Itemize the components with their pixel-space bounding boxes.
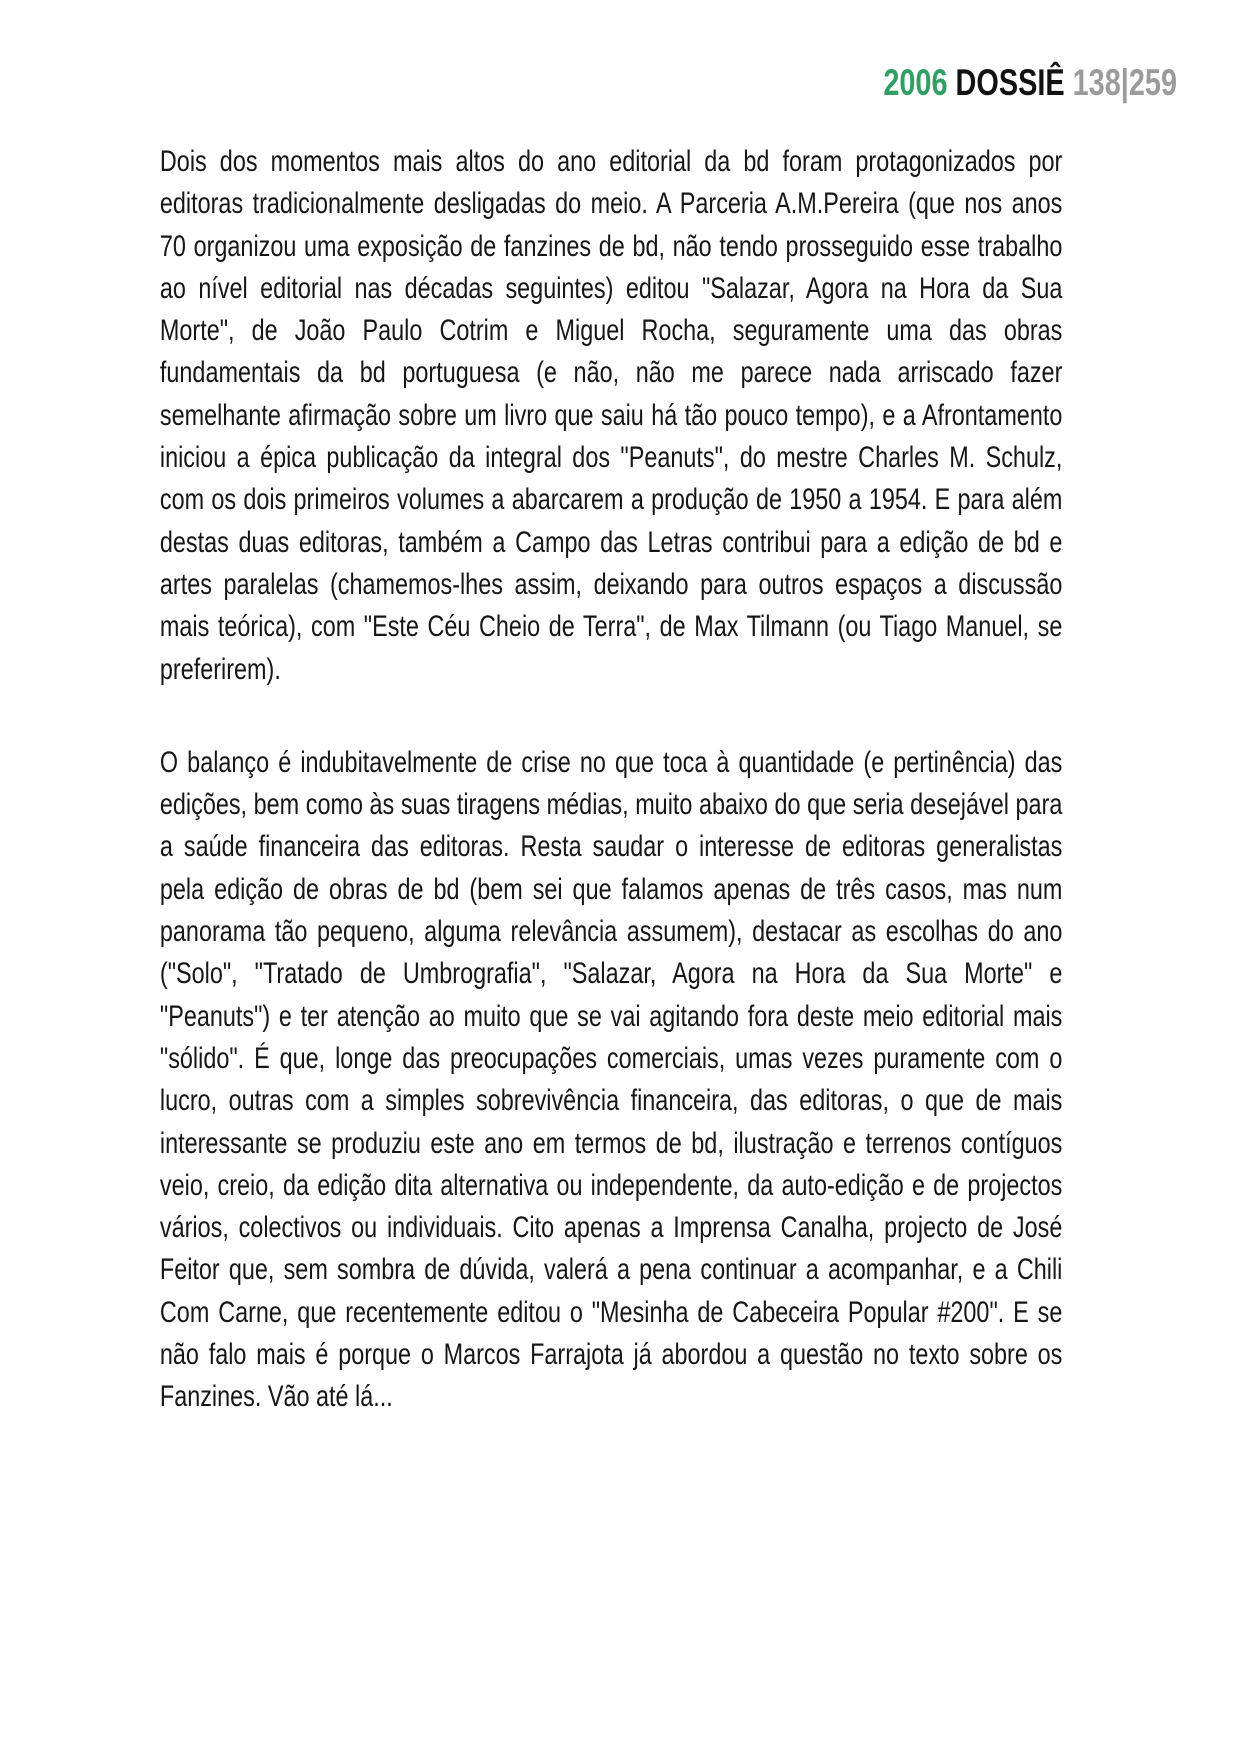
header-year: 2006 <box>883 62 948 103</box>
page-header <box>883 64 1177 101</box>
article-body <box>160 141 1062 1419</box>
header-page-number: 138|259 <box>1072 62 1178 103</box>
paragraph-balance-analysis: O balanço é indubitavelmente de crise no que toca à quantidade (e pertinência) das edições, bem como às suas tiragens médias, muito abaixo do que seria desejável para a saúde financeira das editoras. Resta saudar o interesse de editoras generalistas pela edição de obras de bd (bem sei que falamos apenas de três casos, mas num panorama tão pequeno, alguma relevância assumem), destacar as escolhas do ano ("Solo", "Tratado de Umbrografia", "Salazar, Agora na Hora da Sua Morte" e "Peanuts") e ter atenção ao muito que se vai agitando fora deste meio editorial mais "sólido". É que, longe das preocupações comerciais, umas vezes puramente com o lucro, outras com a simples sobrevivência financeira, das editoras, o que de mais interessante se produziu este ano em termos de bd, ilustração e terrenos contíguos veio, creio, da edição dita alternativa ou independente, da auto-edição e de projectos vários, colectivos ou individuais. Cito apenas a Imprensa Canalha, projecto de José Feitor que, sem sombra de dúvida, valerá a pena continuar a acompanhar, e a Chili Com Carne, que recentemente editou o "Mesinha de Cabeceira Popular #200". E se não falo mais é porque o Marcos Farrajota já abordou a questão no texto sobre os Fanzines. Vão até lá... <box>159 745 1063 1414</box>
header-section-title: DOSSIÊ <box>955 62 1065 103</box>
paragraph-editorial-highlights: Dois dos momentos mais altos do ano editorial da bd foram protagonizados por editoras tradicionalmente desligadas do meio. A Parceria A.M.Pereira (que nos anos 70 organizou uma exposição de fanzines de bd, não tendo prosseguido esse trabalho ao nível editorial nas décadas seguintes) editou "Salazar, Agora na Hora da Sua Morte", de João Paulo Cotrim e Miguel Rocha, seguramente uma das obras fundamentais da bd portuguesa (e não, não me parece nada arriscado fazer semelhante afirmação sobre um livro que saiu há tão pouco tempo), e a Afrontamento iniciou a épica publicação da integral dos "Peanuts", do mestre Charles M. Schulz, com os dois primeiros volumes a abarcarem a produção de 1950 a 1954. E para além destas duas editoras, também a Campo das Letras contribui para a edição de bd e artes paralelas (chamemos-lhes assim, deixando para outros espaços a discussão mais teórica), com "Este Céu Cheio de Terra", de Max Tilmann (ou Tiago Manuel, se preferirem). <box>159 145 1063 686</box>
